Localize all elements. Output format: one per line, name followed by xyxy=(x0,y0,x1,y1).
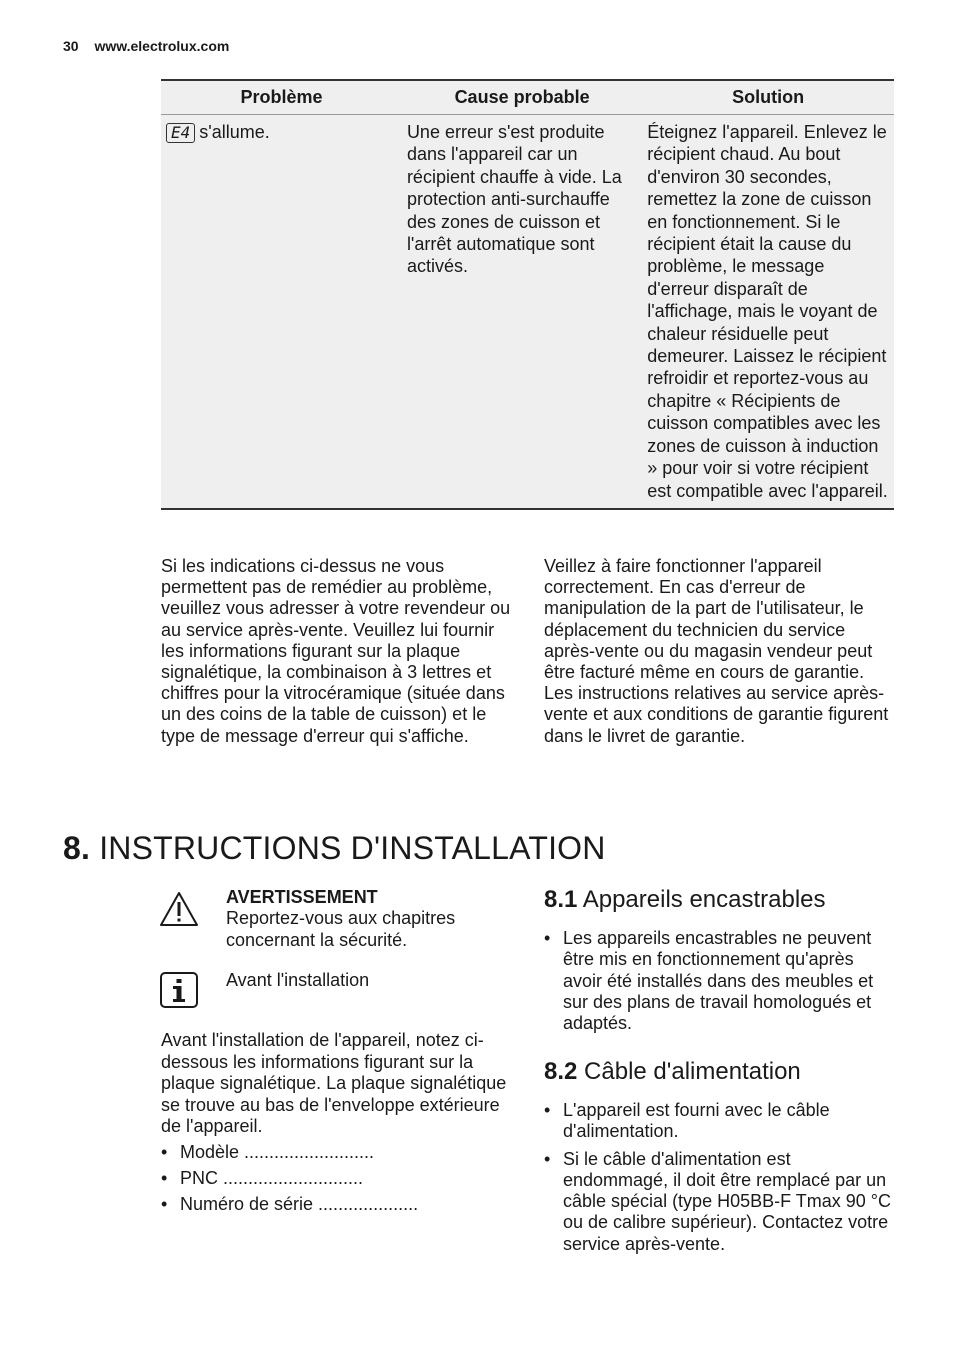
subsection-number: 8.2 xyxy=(544,1058,578,1085)
subsection-title-text: Câble d'alimentation xyxy=(584,1058,801,1085)
warning-title: AVERTISSEMENT xyxy=(226,887,378,907)
cell-cause: Une erreur s'est produite dans l'appareil car un récipient chauffe à vide. La protection anti-surchauffe des zones de cuisson et l'arrêt automatique sont activés. xyxy=(402,115,642,509)
section-number: 8. xyxy=(63,830,91,866)
info-text: Avant l'installation xyxy=(226,970,370,990)
column-header-problem: Problème xyxy=(161,80,402,115)
warranty-paragraph: Veillez à faire fonctionner l'appareil correctement. En cas d'erreur de manipulation de la part de l'utilisateur, le déplacement du technicien du service après-vente ou du magasin vendeur peut être facturé même en cours de garantie. Les instructions relatives au service après-vente et aux conditions de garantie figurent dans le livret de garantie. xyxy=(544,556,889,746)
error-code-display-icon: E4 xyxy=(166,123,195,143)
table-header-row xyxy=(161,80,894,115)
list-item: • L'appareil est fourni avec le câble d'alimentation. xyxy=(544,1100,896,1143)
section-title-text: INSTRUCTIONS D'INSTALLATION xyxy=(99,830,606,866)
page-header xyxy=(63,38,229,54)
subsection-title-text: Appareils encastrables xyxy=(582,886,826,913)
section-title xyxy=(63,828,606,868)
troubleshooting-table xyxy=(161,79,894,510)
column-header-solution: Solution xyxy=(642,80,894,115)
site-url: www.electrolux.com xyxy=(94,38,230,54)
warning-text: Reportez-vous aux chapitres concernant la sécurité. xyxy=(226,908,456,950)
column-header-cause: Cause probable xyxy=(402,80,642,115)
built-in-list xyxy=(544,928,894,1034)
info-icon xyxy=(160,972,198,1008)
table-row xyxy=(161,115,894,509)
power-cable-list xyxy=(544,1100,896,1261)
list-item: • Si le câble d'alimentation est endommagé, il doit être remplacé par un câble spécial (type H05BB-F Tmax 90 °C ou de calibre supérieur). Contactez votre service après-vente. xyxy=(544,1149,896,1255)
list-item: • Modèle .......................... xyxy=(161,1142,516,1163)
before-install-paragraph: Avant l'installation de l'appareil, notez ci-dessous les informations figurant sur la plaque signalétique. La plaque signalétique se trouve au bas de l'enveloppe extérieure de l'appareil. xyxy=(161,1030,507,1136)
nameplate-list xyxy=(161,1142,516,1219)
list-item: • PNC ............................ xyxy=(161,1168,516,1189)
page-number: 30 xyxy=(63,38,79,54)
problem-text: s'allume. xyxy=(199,122,270,142)
cell-solution: Éteignez l'appareil. Enlevez le récipient chaud. Au bout d'environ 30 secondes, remettez la zone de cuisson en fonctionnement. Si le récipient était la cause du problème, le message d'erreur disparaît de l'affichage, mais le voyant de chaleur résiduelle peut demeurer. Laissez le récipient refroidir et reportez-vous au chapitre « Récipients de cuisson compatibles avec les zones de cuisson à induction » pour voir si votre récipient est compatible avec l'appareil. xyxy=(642,115,894,509)
list-item: • Numéro de série .................... xyxy=(161,1194,516,1215)
list-item: • Les appareils encastrables ne peuvent être mis en fonctionnement qu'après avoir été installés dans des meubles et sur des plans de travail homologués et adaptés. xyxy=(544,928,894,1034)
subsection-title-8-1 xyxy=(544,886,826,914)
support-paragraph: Si les indications ci-dessus ne vous permettent pas de remédier au problème, veuillez vous adresser à votre revendeur ou au service après-vente. Veuillez lui fournir les informations figurant sur la plaque signalétique, la combinaison à 3 lettres et chiffres pour la vitrocéramique (située dans un des coins de la table de cuisson) et le type de message d'erreur qui s'affiche. xyxy=(161,556,511,746)
warning-icon xyxy=(158,890,200,928)
subsection-title-8-2 xyxy=(544,1058,801,1086)
cell-problem xyxy=(161,115,402,509)
subsection-number: 8.1 xyxy=(544,886,578,913)
